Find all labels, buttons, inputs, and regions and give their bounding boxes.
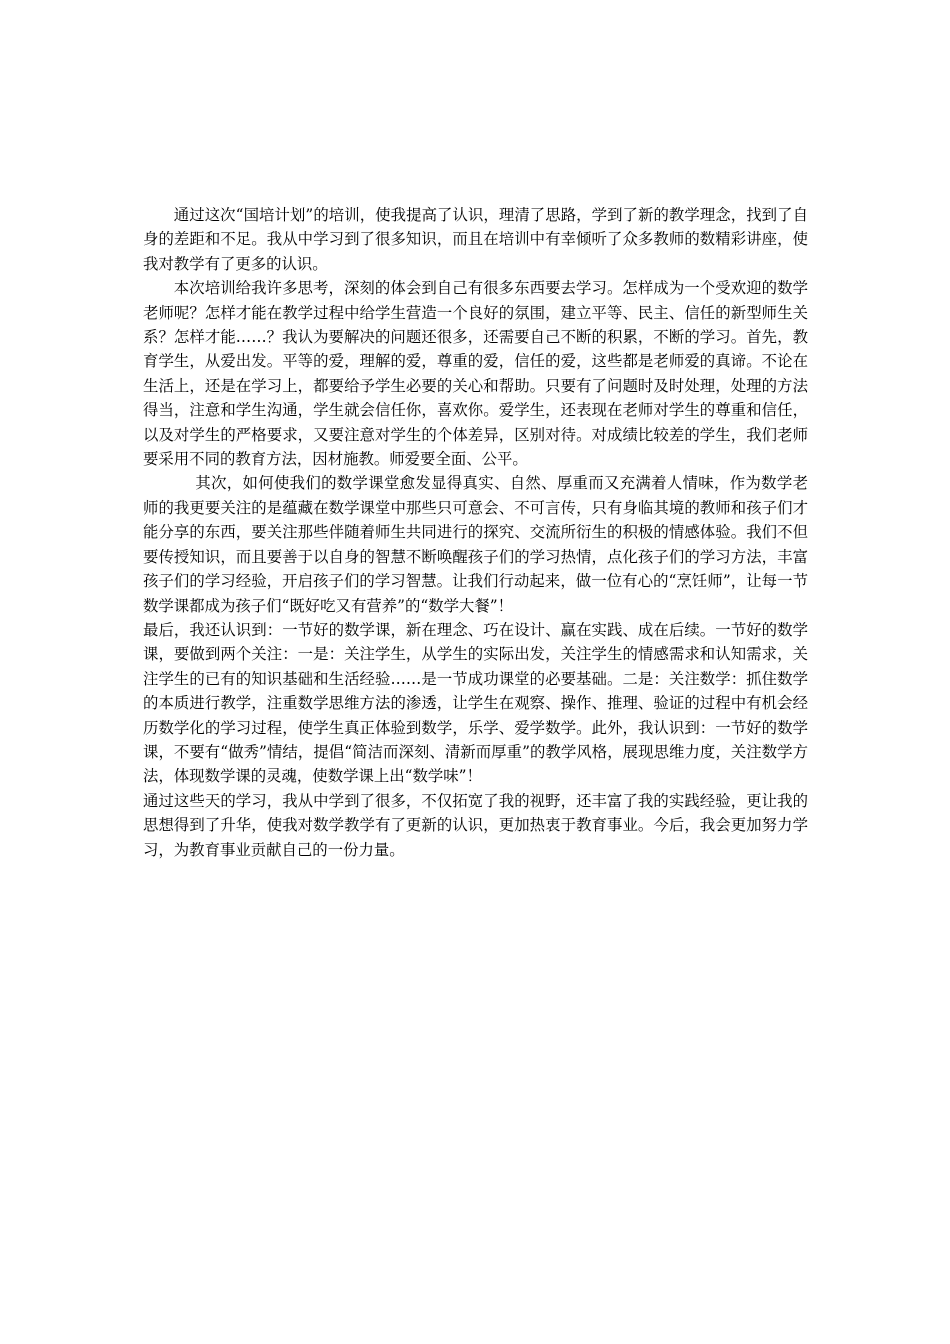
document-body [143, 203, 808, 862]
paragraph-4: 最后，我还认识到：一节好的数学课，新在理念、巧在设计、赢在实践、成在后续。一节好的数学课，要做到两个关注：一是：关注学生，从学生的实际出发，关注学生的情感需求和认知需求，关注学生的已有的知识基础和生活经验……是一节成功课堂的必要基础。二是：关注数学：抓住数学的本质进行教学，注重数学思维方法的渗透，让学生在观察、操作、推理、验证的过程中有机会经历数学化的学习过程，使学生真正体验到数学，乐学、爱学数学。此外，我认识到：一节好的数学课，不要有“做秀”情结，提倡“简洁而深刻、清新而厚重”的教学风格，展现思维力度，关注数学方法，体现数学课的灵魂，使数学课上出“数学味”！ [143, 620, 808, 786]
paragraph-3: 其次，如何使我们的数学课堂愈发显得真实、自然、厚重而又充满着人情味，作为数学老师的我更要关注的是蕴藏在数学课堂中那些只可意会、不可言传，只有身临其境的教师和孩子们才能分享的东西，要关注那些伴随着师生共同进行的探究、交流所衍生的积极的情感体验。我们不但要传授知识，而且要善于以自身的智慧不断唤醒孩子们的学习热情，点化孩子们的学习方法，丰富孩子们的学习经验，开启孩子们的学习智慧。让我们行动起来，做一位有心的“烹饪师”，让每一节数学课都成为孩子们“既好吃又有营养”的“数学大餐”！ [143, 474, 808, 615]
paragraph-2: 本次培训给我许多思考，深刻的体会到自己有很多东西要去学习。怎样成为一个受欢迎的数学老师呢？怎样才能在教学过程中给学生营造一个良好的氛围，建立平等、民主、信任的新型师生关系？怎样才能……？我认为要解决的问题还很多，还需要自己不断的积累，不断的学习。首先，教育学生，从爱出发。平等的爱，理解的爱，尊重的爱，信任的爱，这些都是老师爱的真谛。不论在生活上，还是在学习上，都要给予学生必要的关心和帮助。只要有了问题时及时处理，处理的方法得当，注意和学生沟通，学生就会信任你，喜欢你。爱学生，还表现在老师对学生的尊重和信任，以及对学生的严格要求，又要注意对学生的个体差异，区别对待。对成绩比较差的学生，我们老师要采用不同的教育方法，因材施教。师爱要全面、公平。 [143, 279, 808, 469]
paragraph-1: 通过这次“国培计划”的培训，使我提高了认识，理清了思路，学到了新的教学理念，找到了自身的差距和不足。我从中学习到了很多知识，而且在培训中有幸倾听了众多教师的数精彩讲座，使我对教学有了更多的认识。 [143, 206, 808, 273]
paragraph-5: 通过这些天的学习，我从中学到了很多，不仅拓宽了我的视野，还丰富了我的实践经验，更让我的思想得到了升华，使我对数学教学有了更新的认识，更加热衷于教育事业。今后，我会更加努力学习，为教育事业贡献自己的一份力量。 [143, 791, 808, 859]
